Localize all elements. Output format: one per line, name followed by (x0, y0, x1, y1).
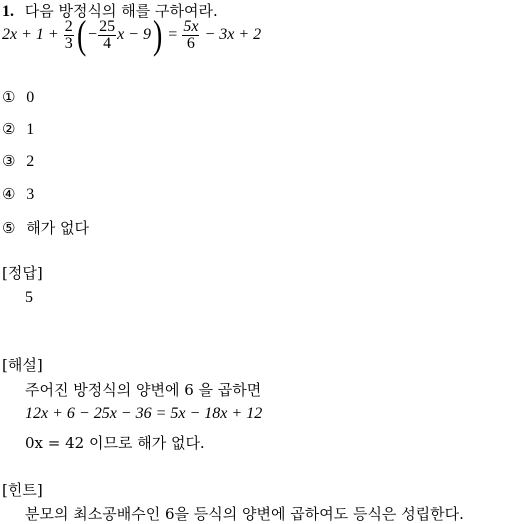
frac1-den: 3 (64, 34, 73, 52)
choice-1[interactable] (2, 88, 34, 107)
eq-rhs-tail: − 3x + 2 (200, 26, 262, 43)
hint-heading: [힌트] (2, 481, 43, 499)
solution-line-3: 0x = 42 이므로 해가 없다. (25, 434, 205, 452)
eq-inner-tail: x − 9 (117, 26, 151, 43)
solution-line-1: 주어진 방정식의 양변에 6 을 곱하면 (25, 381, 262, 399)
hint-text: 분모의 최소공배수인 6을 등식의 양변에 곱하여도 등식은 성립한다. (25, 505, 464, 523)
frac2-num: 25 (99, 17, 116, 35)
frac2-den: 4 (103, 34, 112, 52)
choice-3[interactable] (2, 152, 34, 171)
eq-equals: = (164, 26, 182, 43)
eq-minus: − (88, 26, 98, 43)
fraction-25-over-4 (98, 19, 116, 52)
answer-value: 5 (25, 289, 33, 306)
choice-marker: ⑤ (2, 219, 16, 237)
question-number: 1. (2, 3, 14, 20)
frac3-num: 5x (183, 17, 199, 35)
choice-text: 1 (26, 121, 35, 138)
choice-marker: ③ (2, 152, 16, 170)
paren-open: ( (76, 12, 87, 58)
question-equation (2, 12, 262, 58)
choice-text: 3 (26, 186, 35, 203)
choice-marker: ④ (2, 185, 16, 203)
choice-2[interactable] (2, 120, 34, 139)
choice-5[interactable] (2, 217, 89, 238)
choice-text: 해가 없다 (26, 219, 89, 237)
question-text: 다음 방정식의 해를 구하여라. (24, 2, 218, 20)
choice-text: 0 (26, 89, 35, 106)
choice-4[interactable] (2, 185, 34, 204)
eq-lhs-prefix: 2x + 1 + (2, 26, 63, 43)
fraction-5x-over-6 (182, 19, 199, 52)
solution-line-2: 12x + 6 − 25x − 36 = 5x − 18x + 12 (25, 405, 263, 422)
choice-text: 2 (26, 153, 35, 170)
frac3-den: 6 (186, 34, 195, 52)
frac1-num: 2 (64, 17, 73, 35)
choice-marker: ② (2, 120, 16, 138)
solution-heading: [해설] (2, 356, 43, 374)
paren-close: ) (152, 12, 163, 58)
answer-heading: [정답] (2, 264, 43, 282)
choice-marker: ① (2, 88, 16, 106)
fraction-two-thirds (64, 19, 74, 52)
